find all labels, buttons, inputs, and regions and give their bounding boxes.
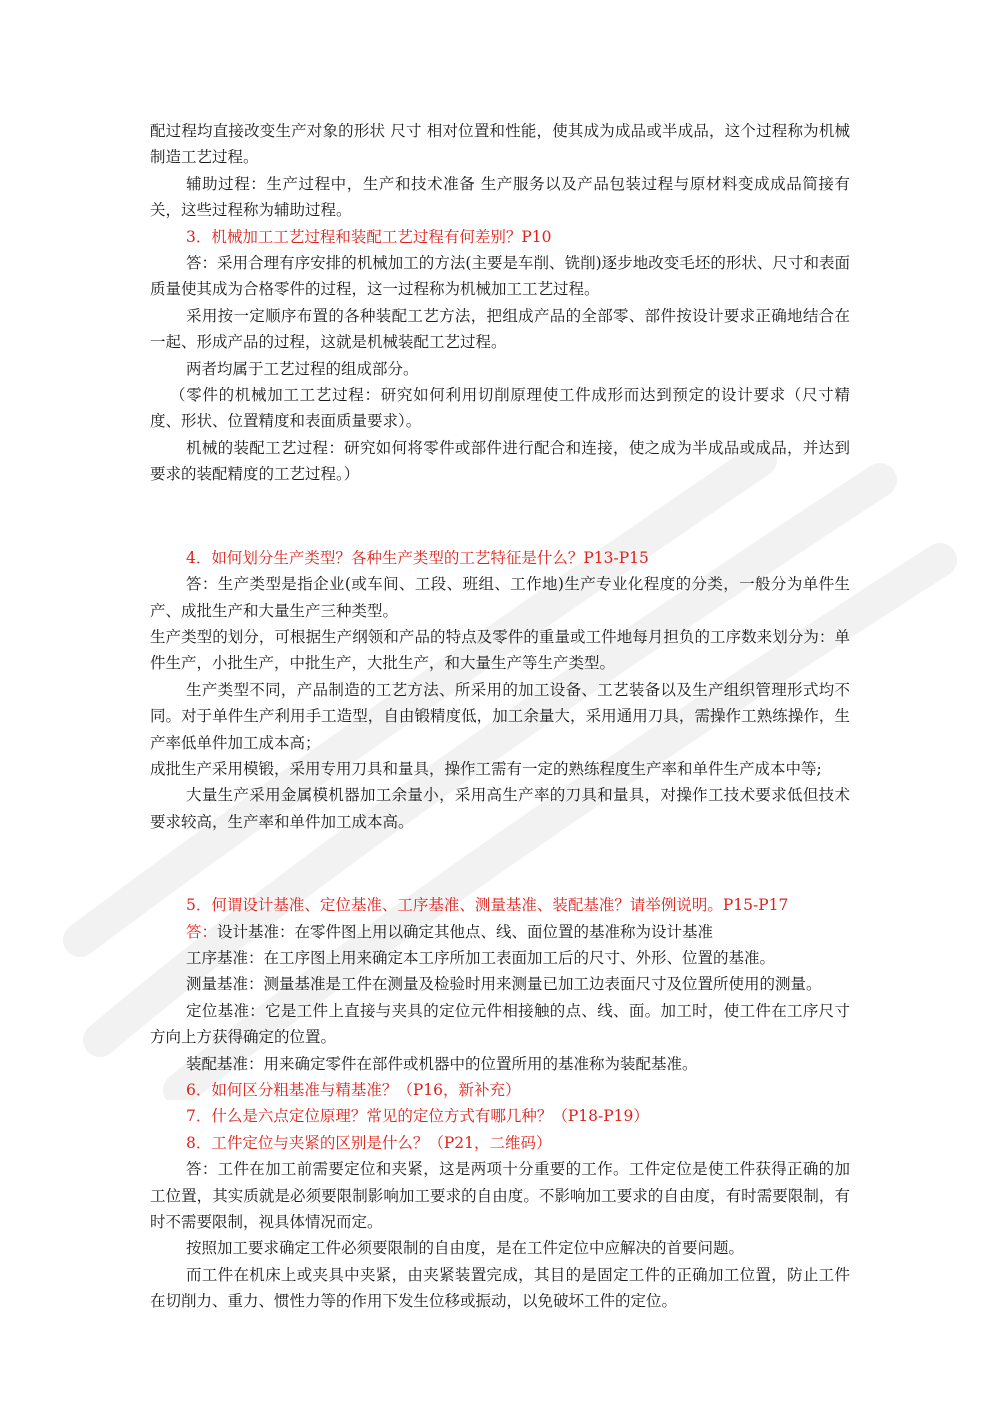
paragraph: 配过程均直接改变生产对象的形状 尺寸 相对位置和性能，使其成为成品或半成品，这个过程称为机械制造工艺过程。 bbox=[150, 122, 850, 167]
question-heading: 8．工件定位与夹紧的区别是什么？（P21，二维码） bbox=[186, 1133, 552, 1152]
paragraph: 采用按一定顺序布置的各种装配工艺方法，把组成产品的全部零、部件按设计要求正确地结合在一起、形成产品的过程，这就是机械装配工艺过程。 bbox=[150, 306, 850, 352]
paragraph: 工序基准：在工序图上用来确定本工序所加工表面加工后的尺寸、外形、位置的基准。 bbox=[186, 948, 776, 967]
answer-paragraph: 答：设计基准：在零件图上用以确定其他点、线、面位置的基准称为设计基准 bbox=[186, 922, 714, 941]
paragraph: 按照加工要求确定工件必须要限制的自由度，是在工件定位中应解决的首要问题。 bbox=[186, 1239, 745, 1258]
paragraph: 定位基准：它是工件上直接与夹具的定位元件相接触的点、线、面。加工时，使工件在工序尺寸方向上方获得确定的位置。 bbox=[150, 1001, 850, 1047]
paragraph: 答：采用合理有序安排的机械加工的方法(主要是车削、铣削)逐步地改变毛坯的形状、尺寸和表面质量使其成为合格零件的过程，这一过程称为机械加工工艺过程。 bbox=[150, 254, 850, 299]
question-heading: 4．如何划分生产类型？各种生产类型的工艺特征是什么？P13-P15 bbox=[186, 548, 649, 567]
spacer bbox=[150, 503, 850, 529]
answer-prefix: 答： bbox=[186, 922, 218, 941]
question-heading: 5．何谓设计基准、定位基准、工序基准、测量基准、装配基准？请举例说明。P15-P17 bbox=[186, 896, 789, 915]
paragraph: 生产类型不同，产品制造的工艺方法、所采用的加工设备、工艺装备以及生产组织管理形式均不同。对于单件生产利用手工造型，自由锻精度低，加工余量大，采用通用刀具，需操作工熟练操作，生产率低单件加工成本高； bbox=[150, 680, 850, 752]
paragraph: 机械的装配工艺过程：研究如何将零件或部件进行配合和连接，使之成为半成品或成品，并达到要求的装配精度的工艺过程。） bbox=[150, 438, 850, 484]
paragraph: 答：工件在加工前需要定位和夹紧，这是两项十分重要的工作。工件定位是使工件获得正确的加工位置，其实质就是必须要限制影响加工要求的自由度。不影响加工要求的自由度，有时需要限制，有时不需要限制，视具体情况而定。 bbox=[150, 1160, 850, 1232]
spacer bbox=[150, 851, 850, 877]
paragraph: 大量生产采用金属模机器加工余量小，采用高生产率的刀具和量具，对操作工技术要求低但技术要求较高，生产率和单件加工成本高。 bbox=[150, 786, 850, 831]
paragraph: 测量基准：测量基准是工件在测量及检验时用来测量已加工边表面尺寸及位置所使用的测量。 bbox=[186, 975, 822, 994]
question-heading: 6．如何区分粗基准与精基准？（P16，新补充） bbox=[186, 1081, 521, 1099]
paragraph: 答：生产类型是指企业(或车间、工段、班组、工作地)生产专业化程度的分类，一般分为单件生产、成批生产和大量生产三种类型。 bbox=[150, 575, 850, 620]
paragraph: （零件的机械加工工艺过程：研究如何利用切削原理使工件成形而达到预定的设计要求（尺寸精度、形状、位置精度和表面质量要求）。 bbox=[150, 386, 850, 431]
document-body bbox=[150, 118, 850, 1315]
paragraph: 装配基准：用来确定零件在部件或机器中的位置所用的基准称为装配基准。 bbox=[186, 1054, 698, 1073]
question-heading: 7．什么是六点定位原理？常见的定位方式有哪几种？（P18-P19） bbox=[186, 1107, 649, 1126]
question-heading: 3．机械加工工艺过程和装配工艺过程有何差别？P10 bbox=[186, 227, 552, 246]
paragraph: 生产类型的划分，可根据生产纲领和产品的特点及零件的重量或工件地每月担负的工序数来划分为：单件生产，小批生产，中批生产，大批生产，和大量生产等生产类型。 bbox=[150, 627, 850, 673]
paragraph: 而工件在机床上或夹具中夹紧，由夹紧装置完成，其目的是固定工件的正确加工位置，防止工件在切削力、重力、惯性力等的作用下发生位移或振动，以免破坏工件的定位。 bbox=[150, 1265, 850, 1311]
paragraph: 两者均属于工艺过程的组成部分。 bbox=[186, 359, 419, 378]
paragraph: 成批生产采用模锻，采用专用刀具和量具，操作工需有一定的熟练程度生产率和单件生产成本中等; bbox=[150, 759, 822, 778]
paragraph: 辅助过程：生产过程中，生产和技术准备 生产服务以及产品包装过程与原材料变成成品简接有关，这些过程称为辅助过程。 bbox=[150, 174, 850, 220]
